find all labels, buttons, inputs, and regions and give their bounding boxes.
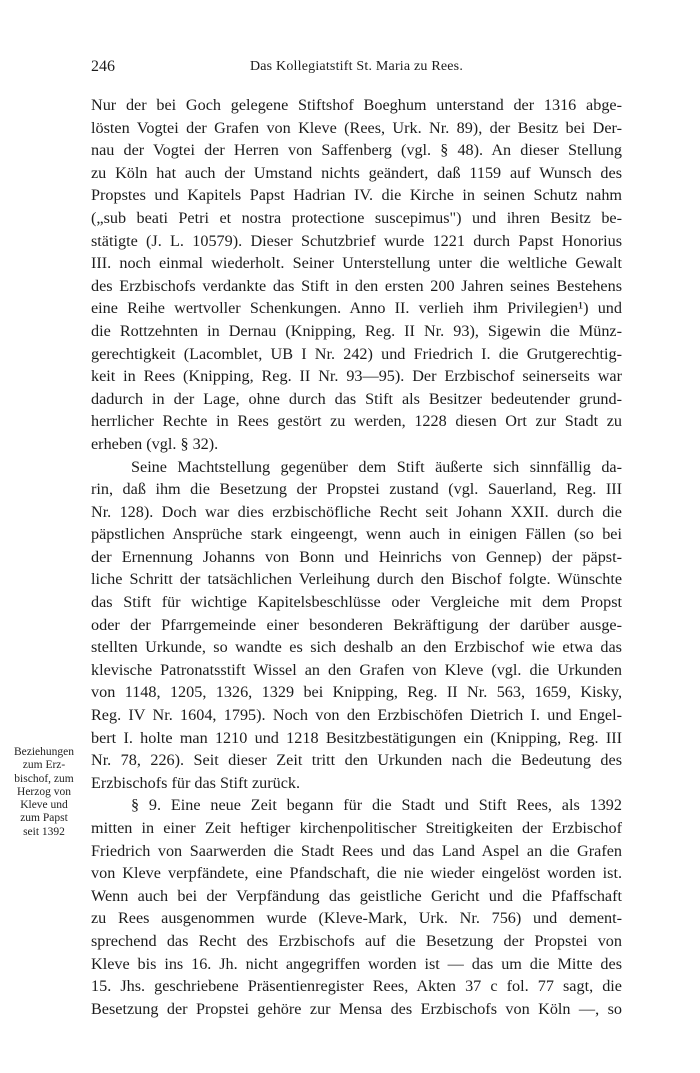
- margin-note: [8, 746, 80, 839]
- text-line: keit in Rees (Knipping, Reg. II Nr. 93—95). Der Erzbischof seinerseits war: [91, 367, 622, 386]
- margin-note-line: bischof, zum: [14, 772, 74, 785]
- text-line: Propstes und Kapitels Papst Hadrian IV. die Kirche in seinen Schutz nahm: [91, 186, 622, 205]
- margin-note-line: Herzog von: [17, 785, 71, 798]
- text-line: („sub beati Petri et nostra protectione suscepimus") und ihren Besitz be-: [91, 208, 622, 227]
- text-line: von 1148, 1205, 1326, 1329 bei Knipping, Reg. II Nr. 563, 1659, Kisky,: [91, 683, 622, 702]
- text-line: lösten Vogtei der Grafen von Kleve (Rees, Urk. Nr. 89), der Besitz bei Der-: [91, 118, 622, 137]
- text-line: von Kleve verpfändete, eine Pfandschaft, die nie wieder eingelöst worden ist.: [91, 864, 622, 883]
- text-line: des Erzbischofs verdankte das Stift in den ersten 200 Jahren seines Bestehens: [91, 276, 622, 295]
- page-number: 246: [91, 58, 115, 75]
- text-line: Nr. 78, 226). Seit dieser Zeit tritt den Urkunden nach die Bedeutung des: [91, 751, 622, 770]
- paragraph-end-line: Erzbischofs für das Stift zurück.: [91, 773, 301, 792]
- text-line: Wenn auch bei der Verpfändung das geistliche Gericht und die Pfaffschaft: [91, 886, 622, 905]
- text-line: bert I. holte man 1210 und 1218 Besitzbestätigungen ein (Knipping, Reg. III: [91, 728, 622, 747]
- text-line: Besetzung der Propstei gehöre zur Mensa des Erzbischofs von Köln —, so: [91, 999, 622, 1018]
- text-line: stätigte (J. L. 10579). Dieser Schutzbrief wurde 1221 durch Papst Honorius: [91, 231, 622, 250]
- paragraph-end-line: erheben (vgl. § 32).: [91, 434, 219, 453]
- text-line: mitten in einer Zeit heftiger kirchenpolitischer Streitigkeiten der Erzbischof: [91, 819, 622, 837]
- text-line: stellten Urkunde, so wandte es sich deshalb an den Erzbischof wie etwa das: [91, 638, 622, 657]
- text-line: päpstlichen Ansprüche stark eingeengt, wenn auch in einigen Fällen (so bei: [91, 525, 622, 544]
- text-line: gerechtigkeit (Lacomblet, UB I Nr. 242) und Friedrich I. die Grutgerechtig-: [91, 344, 622, 363]
- section-heading-line: § 9. Eine neue Zeit begann für die Stadt und Stift Rees, als 1392: [131, 796, 622, 815]
- margin-note-line: zum Erz-: [22, 759, 66, 772]
- text-line: 15. Jhs. geschriebene Präsentienregister Rees, Akten 37 c fol. 77 sagt, die: [91, 977, 622, 996]
- text-line: herrlicher Rechte in Rees gestört zu werden, 1228 diesen Ort zur Stadt zu: [91, 412, 622, 431]
- text-line: klevische Patronatsstift Wissel an den Grafen von Kleve (vgl. die Urkunden: [91, 660, 622, 679]
- text-line: zu Köln hat auch der Umstand nichts geändert, daß 1159 auf Wunsch des: [91, 163, 622, 182]
- page-header: [91, 58, 622, 82]
- text-line: dadurch in der Lage, ohne durch das Stift als Besitzer bedeutender grund-: [91, 389, 622, 408]
- margin-note-line: Beziehungen: [13, 746, 75, 758]
- paragraph-start-line: Seine Machtstellung gegenüber dem Stift äußerte sich sinnfällig da-: [131, 457, 622, 476]
- text-line: Nur der bei Goch gelegene Stiftshof Boeghum unterstand der 1316 abge-: [91, 96, 622, 114]
- margin-note-line: Kleve und: [20, 799, 68, 812]
- text-line: zu Rees ausgenommen wurde (Kleve-Mark, Urk. Nr. 756) und dement-: [91, 909, 622, 928]
- text-line: Friedrich von Saarwerden die Stadt Rees und das Land Aspel an die Grafen: [91, 841, 622, 860]
- text-line: Reg. IV Nr. 1604, 1795). Noch von den Erzbischöfen Dietrich I. und Engel-: [91, 706, 622, 725]
- text-line: III. noch einmal wiederholt. Seiner Unterstellung unter die weltliche Gewalt: [91, 254, 622, 273]
- text-line: Nr. 128). Doch war dies erzbischöfliche Recht seit Johann XXII. durch die: [91, 502, 622, 521]
- text-line: eine Reihe wertvoller Schenkungen. Anno II. verlieh ihm Privilegien¹) und: [91, 299, 622, 318]
- margin-note-line: zum Papst: [20, 812, 68, 825]
- text-line: sprechend das Recht des Erzbischofs auf die Besetzung der Propstei von: [91, 931, 622, 950]
- text-line: nau der Vogtei der Herren von Saffenberg (vgl. § 48). An dieser Stellung: [91, 141, 622, 160]
- margin-note-line: seit 1392: [23, 825, 65, 838]
- text-line: die Rottzehnten in Dernau (Knipping, Reg. II Nr. 93), Sigewin die Münz-: [91, 321, 622, 340]
- text-line: rin, daß ihm die Besetzung der Propstei zustand (vgl. Sauerland, Reg. III: [91, 480, 622, 499]
- text-line: liche Schritt der tatsächlichen Verleihung durch den Bischof folgte. Wünschte: [91, 570, 622, 589]
- text-line: das Stift für wichtige Kapitelsbeschlüsse oder Vergleiche mit dem Propst: [91, 593, 622, 612]
- running-title: Das Kollegiatstift St. Maria zu Rees.: [249, 59, 464, 74]
- text-line: der Ernennung Johanns von Bonn und Heinrichs von Gennep) der päpst-: [91, 547, 622, 566]
- text-line: Kleve bis ins 16. Jh. nicht angegriffen worden ist — das um die Mitte des: [91, 954, 622, 973]
- body-text: [91, 94, 622, 1020]
- text-line: oder der Pfarrgemeinde einer besonderen Bekräftigung der darüber ausge-: [91, 615, 622, 634]
